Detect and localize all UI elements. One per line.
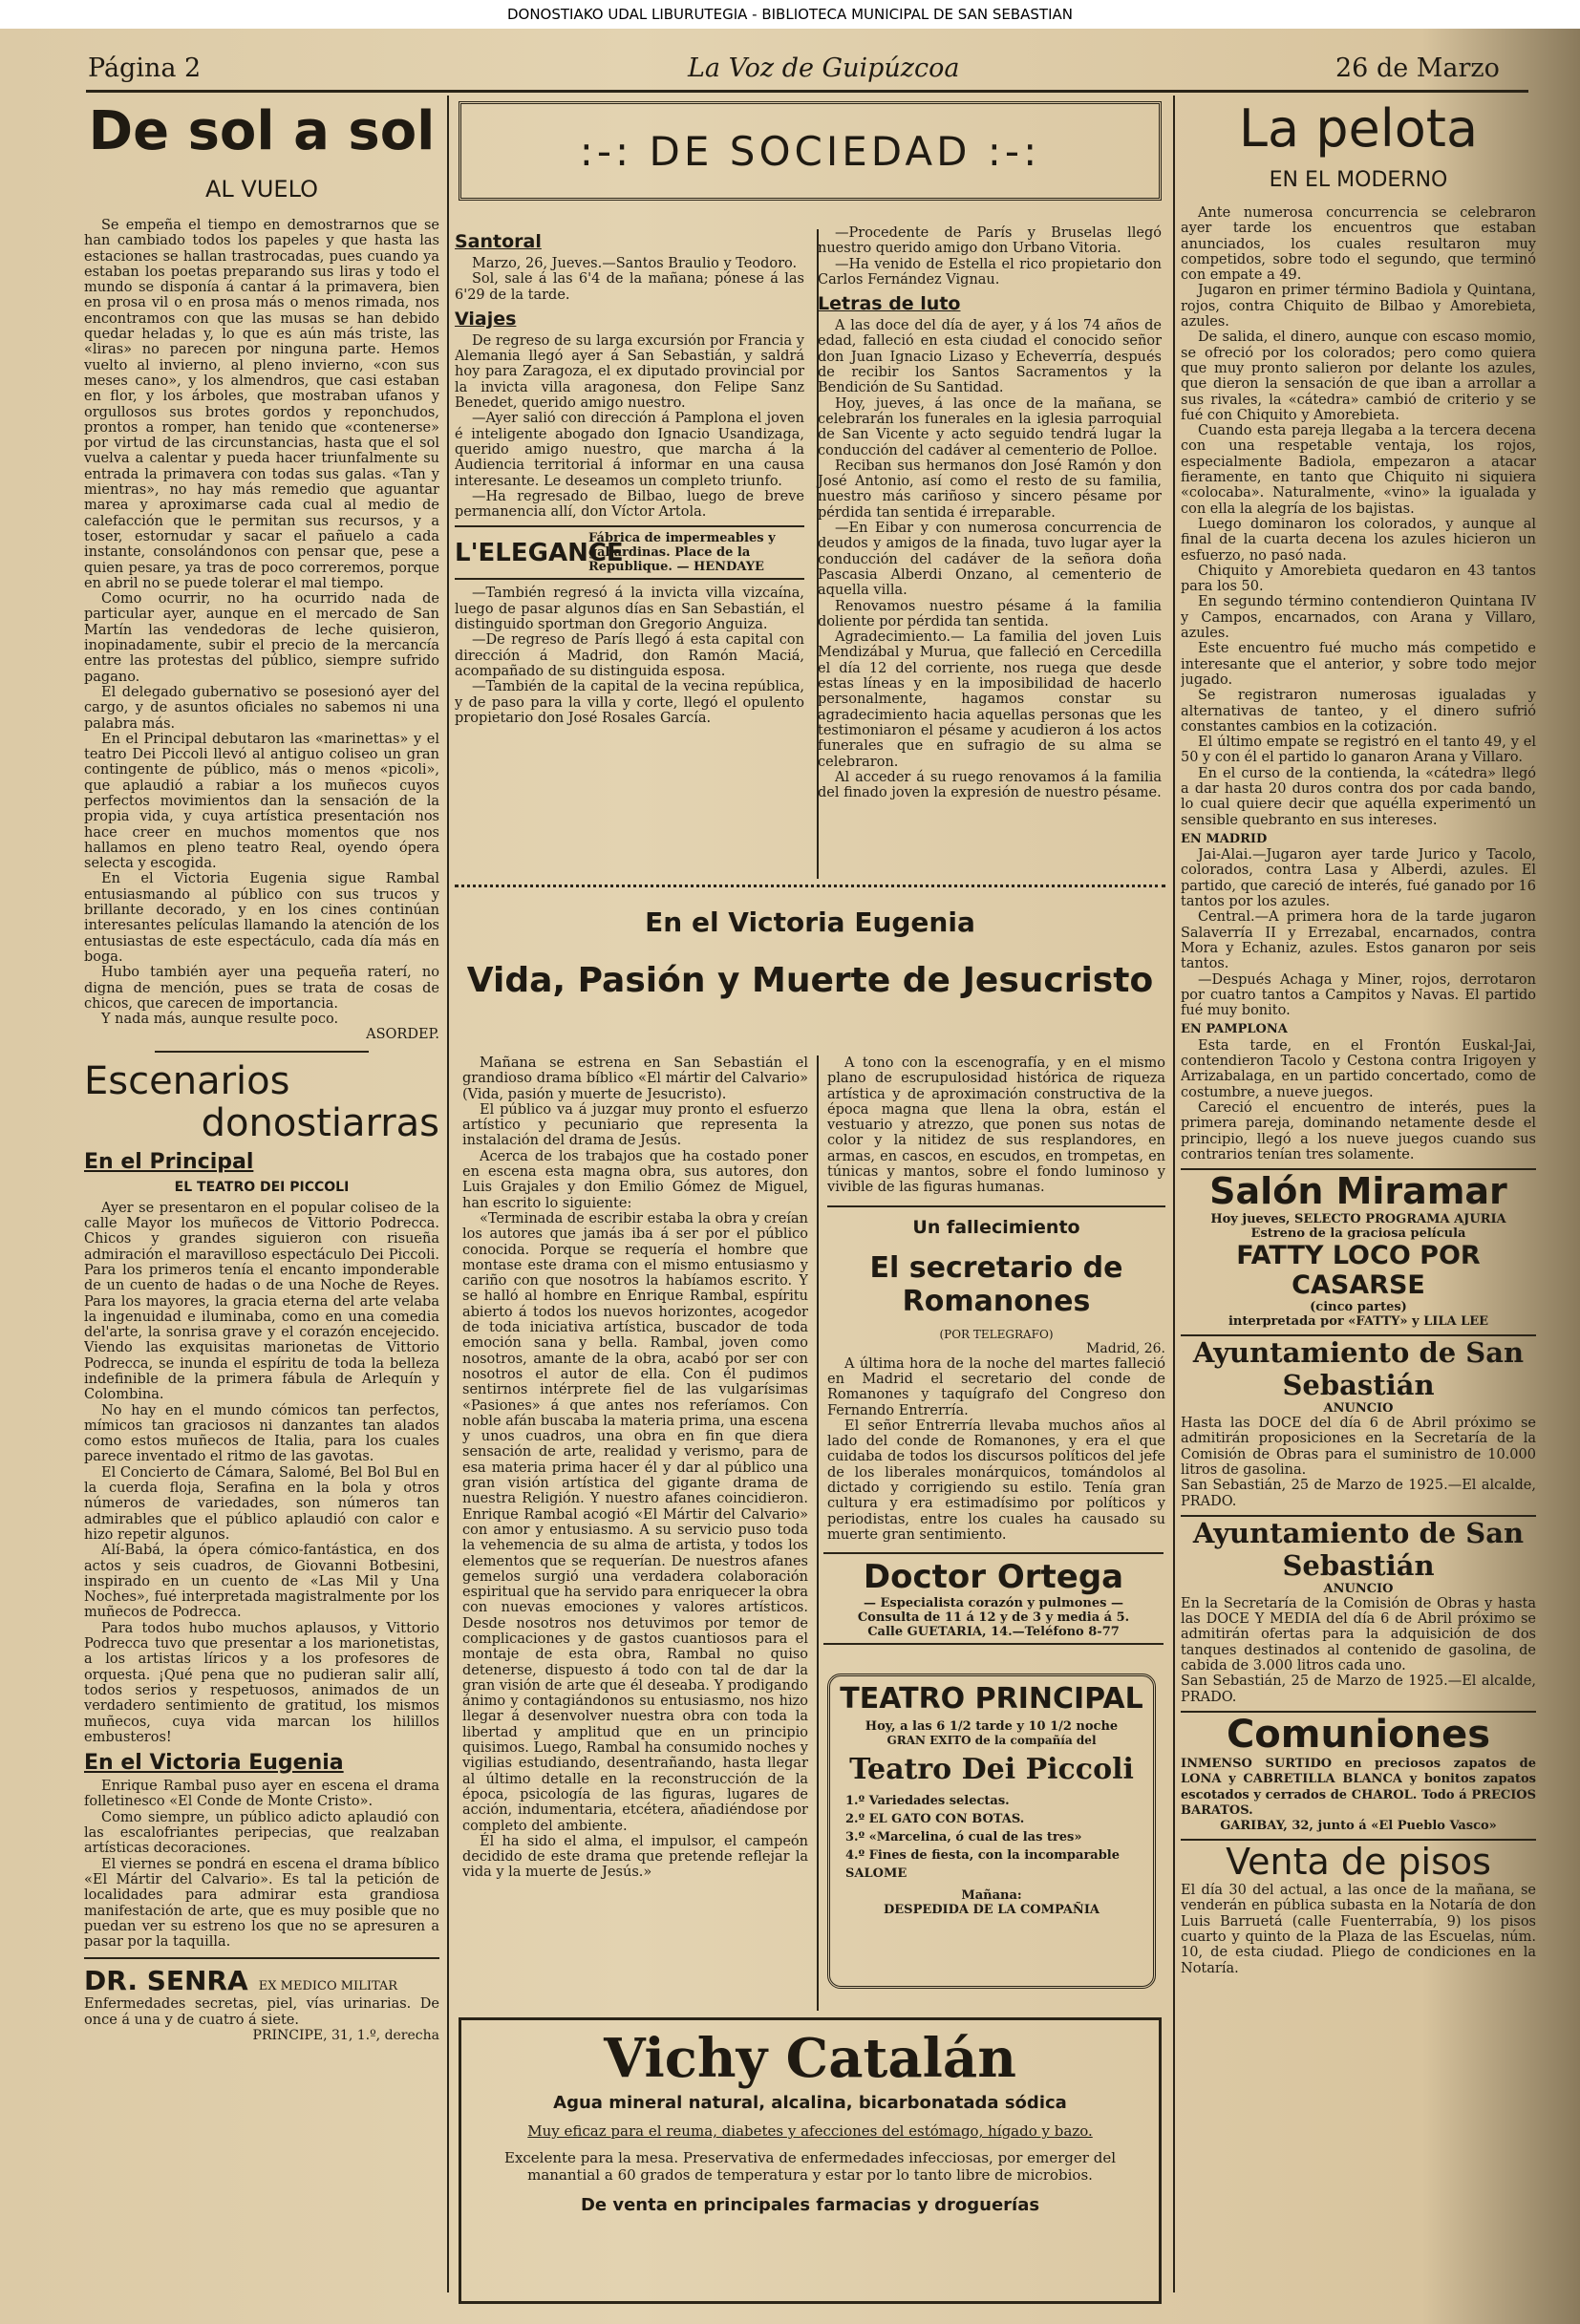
ortega-name: Doctor Ortega — [863, 1558, 1124, 1596]
column-rule-2b — [817, 1055, 819, 2011]
victoria-heading: En el Victoria Eugenia — [84, 1751, 344, 1776]
anuncio-label: ANUNCIO — [1323, 1581, 1394, 1596]
column-rule-1 — [447, 96, 449, 2292]
victoria-heading: En el Victoria Eugenia — [645, 906, 975, 938]
paragraph: El viernes se pondrá en escena el drama bíblico «El Mártir del Calvario». Es tal la petición de localidades para admirar esta grandiosa manifestación de arte, que es muy posible que no puedan ver su estreno los que no se apresuren a pasar por la taquilla. — [84, 1856, 439, 1951]
paragraph: El público va á juzgar muy pronto el esfuerzo artístico y pecuniario que representa la instalación del drama de Jesús. — [462, 1101, 808, 1149]
paragraph: «Terminada de escribir estaba la obra y creían los autores que jamás iba á ser por el público conocida. Porque se requería el hombre que montase este drama con el mismo entusiasmo y cariño con que nosotros la habíamos escrito. Y se halló al hombre en Enrique Rambal, espíritu abierto á todos los nuevos horizontes, acogedor de toda iniciativa artística, buscador de toda emoción sana y bella. Rambal, joven como nosotros, amante de la obra, acabó por ser con nosotros el autor de ella. Con él pudimos sentirnos intérprete fiel de las vulgarísimas «Pasiones» á que antes nos referíamos. Con noble afán buscaba la materia prima, una escena y unos cuadros, una obra en fin que diera sensación de arte, realidad y verismo, para de esa materia prima hacer él y dar al público una gran visión artística del gigante drama de nuestra Religión. Y nuestro afanes coincidieron. Enrique Rambal acogió «El Mártir del Calvario» con amor y entusiasmo. A su servicio puso toda la vehemencia de su alma de artista, y todos los elementos que se requerían. De nuestros afanes gemelos surgió una verdadera colaboración espiritual que ha servido para enriquecer la obra con nuevas emociones y valores artísticos. Desde nosotros nos detuvimos por temor de complicaciones y de gastos cuantiosos para el montaje de esta obra, Rambal no quiso detenerse, dispuesto á todo con tal de dar la gran visión de arte que él deseaba. Y prodigando ánimo y contagiándonos su entusiasmo, nos hizo llegar á desenvolver nuestra obra con toda la libertad y amplitud que en un principio quisimos. Luego, Rambal ha consumido noches y vigilias estudiando, desentrañando, hasta llegar al último detalle en la reconstrucción de la época, psicología de las figuras, lugares de acción, indumentaria, etcétera, añadiéndose por completo del ambiente. — [462, 1210, 808, 1834]
paragraph: Enrique Rambal puso ayer en escena el drama folletinesco «El Conde de Monte Cristo». — [84, 1779, 439, 1810]
paragraph: Agradecimiento.— La familia del joven Luis Mendizábal y Murua, que falleció en Cercedilla el día 12 del corriente, nos ruega que desde estas líneas y en la imposibilidad de hacerlo personalmente, hagamos constar su agradecimiento hacia aquellas personas que les testimoniaron el pésame y acudieron á los actos funerales que en sufragio de su alma se celebraron. — [818, 629, 1162, 770]
ayuntamiento-date: San Sebastián, 25 de Marzo de 1925.—El alcalde, PRADO. — [1181, 1674, 1536, 1705]
page-number: Página 2 — [88, 53, 202, 83]
paragraph: Luego dominaron los colorados, y aunque al final de la cuarta decena los azules hicieron un esfuerzo, no pasó nada. — [1181, 516, 1536, 564]
teatro-program — [834, 1792, 1149, 1883]
paragraph: Como ocurrir, no ha ocurrido nada de particular ayer, aunque en el mercado de San Martín las vendedoras de leche quisieron, inopinadamente, subir el precio de la mercancía entre las protestas del público, siempre sufrido pagano. — [84, 591, 439, 685]
paragraph: De regreso de su larga excursión por Francia y Alemania llegó ayer á San Sebastián, y saldrá hoy para Zaragoza, el ex diputado provincial por la invicta villa aragonesa, don Felipe Sanz Benedet, querido amigo nuestro. — [455, 332, 804, 412]
paragraph: El delegado gubernativo se posesionó ayer del cargo, y de asuntos oficiales no sabemos ni una palabra más. — [84, 684, 439, 732]
miramar-line1: Hoy jueves, SELECTO PROGRAMA AJURIA — [1210, 1212, 1506, 1227]
comuniones-address: GARIBAY, 32, junto á «El Pueblo Vasco» — [1220, 1819, 1497, 1834]
paragraph: Jugaron en primer término Badiola y Quintana, rojos, contra Chiquito de Bilbao y Amorebieta, azules. — [1181, 283, 1536, 330]
comuniones-ad — [1181, 1711, 1536, 1833]
paragraph: Cuando esta pareja llegaba a la tercera decena con una respetable ventaja, los rojos, especialmente Badiola, empezaron a atacar fieramente, en tanto que Chiquito ni siquiera «colocaba». Naturalmente, «vino» la igualada y con ella la alegría de los bajistas. — [1181, 423, 1536, 517]
ortega-line3: Calle GUETARIA, 14.—Teléfono 8-77 — [867, 1625, 1120, 1639]
paragraph: —Ha venido de Estella el rico propietario don Carlos Fernández Vignau. — [818, 256, 1162, 288]
column-rule-3 — [1173, 96, 1175, 2292]
ayuntamiento-text: Hasta las DOCE del día 6 de Abril próximo se admitirán proposiciones en la Secretaría de la Comisión de Obras para el suministro de 10.000 litros de gasolina. — [1181, 1416, 1536, 1478]
ayuntamiento-title: Ayuntamiento de San Sebastián — [1192, 1516, 1525, 1582]
teatro-despedida: DESPEDIDA DE LA COMPAÑIA — [884, 1903, 1100, 1917]
paragraph: Hubo también ayer una pequeña raterí, no digna de mención, pues se trata de cosas de chicos, que carecen de importancia. — [84, 965, 439, 1012]
vichy-line1: Agua mineral natural, alcalina, bicarbonatada sódica — [553, 2093, 1067, 2113]
escenarios-title-1: Escenarios — [84, 1058, 290, 1103]
venta-pisos-ad — [1181, 1839, 1536, 1976]
madrid-heading: EN MADRID — [1181, 831, 1268, 846]
victoria-col1-body — [84, 1779, 439, 1950]
romanones-body — [827, 1356, 1165, 1544]
ortega-line1: — Especialista corazón y pulmones — — [864, 1596, 1123, 1610]
santoral-heading: Santoral — [455, 231, 542, 252]
paragraph: El señor Entrerría llevaba muchos años al lado del conde de Romanones, y era el que cuidaba de todos los discursos políticos del jefe de los liberales monárquicos, tomándolos al dictado y corrigiendo su estilo. Tenía gran cultura y era estimadísimo por políticos y periodistas, entre los cuales ha causado su muerte gran sentimiento. — [827, 1418, 1165, 1543]
miramar-film: FATTY LOCO POR CASARSE — [1236, 1241, 1481, 1301]
victoria-section — [455, 885, 1165, 1023]
de-sol-a-sol-body — [84, 218, 439, 1043]
paragraph: Acerca de los trabajos que ha costado poner en escena esta magna obra, sus autores, don Luis Grajales y don Emilio Gómez de Miguel, han escrito lo siguiente: — [462, 1148, 808, 1211]
viajes-body — [455, 333, 804, 521]
victoria-col-right — [827, 1055, 1165, 1547]
elegance-text: Fábrica de impermeables y gabardinas. Place de la Republique. — HENDAYE — [588, 531, 776, 575]
ayuntamiento-ad-2 — [1181, 1515, 1536, 1705]
program-item: 1.º Variedades selectas. — [845, 1794, 1010, 1808]
comuniones-title: Comuniones — [1226, 1712, 1491, 1757]
paragraph: A las doce del día de ayer, y á los 74 años de edad, falleció en esta ciudad el conocido señor don Juan Ignacio Lizaso y Echeverría, después de recibir los Santos Sacramentos y la Bendición de Su Santidad. — [818, 318, 1162, 396]
de-sol-a-sol-title: De sol a sol — [88, 100, 436, 162]
paragraph: Chiquito y Amorebieta quedaron en 43 tantos para los 50. — [1181, 563, 1536, 595]
teatro-manana: Mañana: — [961, 1888, 1022, 1903]
anuncio-label: ANUNCIO — [1323, 1401, 1394, 1417]
column-right — [1181, 96, 1536, 2305]
por-telegrafo: (POR TELEGRAFO) — [939, 1327, 1054, 1341]
vichy-line3: Excelente para la mesa. Preservativa de enfermedades infecciosas, por emerger del manantial a 60 grados de temperatura y estar por lo tanto libre de microbios. — [504, 2149, 1116, 2184]
romanones-title: El secretario de Romanones — [869, 1250, 1123, 1318]
escenarios-title-2: donostiarras — [201, 1100, 439, 1145]
victoria-body-2 — [827, 1055, 1165, 1196]
program-item: 2.º EL GATO CON BOTAS. — [845, 1812, 1025, 1826]
senra-ad — [84, 1957, 439, 2043]
paragraph: Ante numerosa concurrencia se celebraron ayer tarde los encuentros que estaban anunciados, los cuales resultaron muy competidos, sobre todo el segundo, que terminó con empate a 49. — [1181, 205, 1536, 284]
paragraph: De salida, el dinero, aunque con escaso momio, se ofreció por los colorados; pero como quiera que muy pronto salieron por delante los azules, que dieron la sensación de que iban a arrollar a sus rivales, la «cátedra» cambió de criterio y se fué con Chiquito y Amorebieta. — [1181, 330, 1536, 423]
jesucristo-title: Vida, Pasión y Muerte de Jesucristo — [466, 961, 1154, 1000]
teatro-exito: GRAN EXITO de la compañía del — [886, 1734, 1097, 1747]
header-rule — [86, 90, 1528, 93]
paragraph: —Después Achaga y Miner, rojos, derrotaron por cuatro tantos a Campitos y Navas. El partido fué muy bonito. — [1181, 971, 1536, 1019]
paragraph: En segundo término contendieron Quintana IV y Campos, encarnados, con Arana y Villaro, azules. — [1181, 594, 1536, 642]
paragraph: Jai-Alai.—Jugaron ayer tarde Jurico y Tacolo, colorados, contra Lasa y Alberdi, azules. El partido, que careció de interés, fué ganado por 16 tantos por los azules. — [1181, 847, 1536, 910]
sociedad-col-left — [455, 225, 804, 726]
program-item: 4.º Fines de fiesta, con la incomparable SALOME — [845, 1848, 1121, 1881]
paragraph: A tono con la escenografía, y en el mismo plano de escrupulosidad histórica de riqueza artística y de aproximación constructiva de la época magna que llena la obra, están el vestuario y atrezzo, que ponen sus notas de color y la nitidez de sus resplandores, en armas, en cascos, en escudos, en trompetas, en túnicas y mantos, sobre el fondo luminoso y vivible de las figuras humanas. — [827, 1055, 1165, 1196]
comuniones-text: INMENSO SURTIDO en preciosos zapatos de LONA y CABRETILLA BLANCA y bonitos zapatos escotados y cerrados de CHAROL. Todo á PRECIOS BARATOS. — [1181, 1756, 1536, 1818]
vichy-line4: De venta en principales farmacias y droguerías — [580, 2195, 1040, 2215]
teatro-title: TEATRO PRINCIPAL — [840, 1682, 1143, 1716]
teatro-piccoli-heading: EL TEATRO DEI PICCOLI — [174, 1179, 350, 1195]
paragraph: Marzo, 26, Jueves.—Santos Braulio y Teodoro. — [472, 256, 798, 271]
ortega-line2: Consulta de 11 á 12 y de 3 y media á 5. — [857, 1610, 1130, 1625]
ayuntamiento-title: Ayuntamiento de San Sebastián — [1192, 1336, 1525, 1402]
ayuntamiento-date: San Sebastián, 25 de Marzo de 1925.—El alcalde, PRADO. — [1181, 1478, 1536, 1509]
vichy-ad — [459, 2017, 1162, 2304]
luto-body — [818, 318, 1162, 800]
vichy-line2: Muy eficaz para el reuma, diabetes y afecciones del estómago, hígado y bazo. — [527, 2122, 1093, 2140]
victoria-body — [462, 1055, 808, 1881]
principal-heading: En el Principal — [84, 1149, 254, 1174]
vichy-name: Vichy Catalán — [604, 2027, 1016, 2090]
pamplona-heading: EN PAMPLONA — [1181, 1022, 1288, 1037]
sociedad-banner: :-: DE SOCIEDAD :-: — [459, 101, 1162, 201]
paragraph: —En Eibar y con numerosa concurrencia de deudos y amigos de la finada, tuvo lugar ayer la conducción del cadáver de la señora doña Pascasia Alberdi Onzano, al cementerio de aquella villa. — [818, 521, 1162, 599]
paragraph: En el Victoria Eugenia sigue Rambal entusiasmando al público con sus trucos y brillante decorado, y en los cines continúan interesantes películas llamando la atención de los entusiastas de este espectáculo, cada día más en boga. — [84, 871, 439, 965]
paragraph: Alí-Babá, la ópera cómico-fantástica, en dos actos y seis cuadros, de Giovanni Botbesini, inspirado en un cuento de «Las Mil y Una Noches», fué interpretada magistralmente por los muñecos de Podrecca. — [84, 1543, 439, 1621]
paragraph: Sol, sale á las 6'4 de la mañana; pónese á las 6'29 de la tarde. — [455, 271, 804, 303]
madrid-dateline: Madrid, 26. — [1086, 1340, 1165, 1356]
escenarios-body — [84, 1201, 439, 1745]
elegance-brand: L'ELEGANCE — [455, 538, 624, 567]
source-banner: DONOSTIAKO UDAL LIBURUTEGIA - BIBLIOTECA MUNICIPAL DE SAN SEBASTIAN — [0, 0, 1580, 29]
pelota-subtitle: EN EL MODERNO — [1269, 168, 1448, 192]
ortega-ad — [823, 1552, 1164, 1645]
teatro-hours: Hoy, a las 6 1/2 tarde y 10 1/2 noche — [865, 1719, 1119, 1734]
paragraph: —También de la capital de la vecina república, y de paso para la villa y corte, llegó el opulento propietario don José Rosales García. — [455, 679, 804, 726]
paragraph: Y nada más, aunque resulte poco. — [101, 1012, 339, 1028]
al-vuelo-subtitle: AL VUELO — [205, 176, 318, 203]
viajes-body-3 — [818, 225, 1162, 288]
miramar-parts: (cinco partes) — [1310, 1300, 1407, 1315]
pelota-title: La pelota — [1238, 98, 1479, 159]
victoria-col-left — [462, 1055, 808, 2011]
paragraph: Él ha sido el alma, el impulsor, el campeón decidido de este drama que pretende reflejar la vida y la muerte de Jesús.» — [462, 1833, 808, 1881]
luto-heading: Letras de luto — [818, 293, 961, 315]
paragraph: —También regresó á la invicta villa vizcaína, luego de pasar algunos días en San Sebastián, el distinguido sportman don Gregorio Anguiza. — [455, 586, 804, 633]
paragraph: Este encuentro fué mucho más competido e interesante que el anterior, y sobre todo mejor jugado. — [1181, 641, 1536, 688]
paragraph: Esta tarde, en el Frontón Euskal-Jai, contendieron Tacolo y Cestona contra Irigoyen y Arrizabalaga, en un partido concertado, como de costumbre, a nueve juegos. — [1181, 1037, 1536, 1100]
ornament-divider — [155, 1051, 368, 1053]
paragraph: El último empate se registró en el tanto 49, y el 50 y con él el partido lo ganaron Arana y Villaro. — [1181, 735, 1536, 766]
paragraph: Ayer se presentaron en el popular coliseo de la calle Mayor los muñecos de Vittorio Podrecca. Chicos y grandes siguieron con risueña admiración el maravilloso espectáculo Dei Piccoli. Para los primeros tenía el encanto imponderable de un cuento de hadas o de una Noche de Reyes. Para los mayores, la gracia eterna del arte velaba la ingenuidad e iluminaba, como en una comedia del'arte, la sonrisa grave y el corazón encejecido. Viendo las exquisitas marionetas de Vittorio Podrecca, se inunda el espíritu de toda la belleza indefinible de la primera fábula de Arlequín y Colombina. — [84, 1200, 439, 1403]
venta-title: Venta de pisos — [1226, 1841, 1491, 1884]
senra-text: Enfermedades secretas, piel, vías urinarias. De once á una y de cuatro á siete. — [84, 1996, 439, 2028]
miramar-line2: Estreno de la graciosa película — [1250, 1226, 1466, 1242]
column-1 — [84, 96, 439, 2305]
paragraph: Se empeña el tiempo en demostrarnos que se han cambiado todos los papeles y que hasta las estaciones se hallan trastrocadas, pues cuando ya estaban los poetas preparando sus liras y todo el mundo se disponía á cantar á la primavera, bien en prosa vil o en prosa más o menos rimada, nos encontramos con que las musas se han debido quedar heladas y, lo que es aún más triste, las «liras» no parecen por ninguna parte. Hemos vuelto al invierno, al pleno invierno, «con sus meses cano», y los almendros, que casi estaban en flor, y los árboles, que mostraban ufanos y orgullosos sus brotes gordos y reponchudos, prontos a romper, han tenido que «contenerse» por virtud de las circunstancias, hasta que el sol vuelva a calentar y pueda hacer triunfalmente su entrada la primavera con todas sus galas. «Tan y mientras», no hay más remedio que aguantar marea y aproximarse cada cual al medio de calefacción que le permitan sus recursos, y a toser, estornudar y sacar el pañuelo a cada instante, consolándonos con pensar que, pese a quien pesare, ya tras de poco correremos, porque en abril no se puede tolerar el mal tiempo. — [84, 218, 439, 591]
newspaper-name: La Voz de Guipúzcoa — [688, 53, 960, 83]
senra-name: DR. SENRA — [84, 1965, 248, 1997]
pelota-body — [1181, 205, 1536, 1162]
santoral-body — [455, 256, 804, 303]
elegance-ad — [455, 525, 804, 580]
senra-address: PRINCIPE, 31, 1.º, derecha — [252, 2027, 439, 2043]
paragraph: Se registraron numerosas igualadas y alternativas de tanteo, y el dinero sufrió constantes cambios en la cotización. — [1181, 688, 1536, 735]
teatro-principal-ad — [827, 1674, 1156, 1989]
paragraph: Para todos hubo muchos aplausos, y Vittorio Podrecca tuvo que presentar a los marionetistas, a los artistas líricos y a los profesores de orquesta. ¡Qué pena que no pudieran salir allí, todos serios y respetuosos, animados de un verdadero sentimiento de gratitud, los mismos muñecos, cuya vida marcan los hilillos embusteros! — [84, 1620, 439, 1745]
paragraph: Renovamos nuestro pésame á la familia doliente por pérdida tan sentida. — [818, 598, 1162, 629]
ayuntamiento-text: En la Secretaría de la Comisión de Obras y hasta las DOCE Y MEDIA del día 6 de Abril próximo se admitirán ofertas para la adquisición de dos tanques destinados al contenido de gasolina, de cabida de 3.000 litros cada uno. — [1181, 1595, 1536, 1674]
miramar-cast: interpretada por «FATTY» y LILA LEE — [1228, 1314, 1489, 1330]
paragraph: El Concierto de Cámara, Salomé, Bel Bol Bul en la cuerda floja, Serafina en la bola y otros números de variedades, son números tan admirables que el público aplaudió con calor e hizo repetir algunos. — [84, 1464, 439, 1543]
venta-text: El día 30 del actual, a las once de la mañana, se venderán en pública subasta en la Notaría de don Luis Barruetá (calle Fuenterrabía, 9) los pisos cuarto y quinto de la Plaza de las Escuelas, núm. 10, de esta ciudad. Pliego de condiciones en la Notaría. — [1181, 1883, 1536, 1976]
divider — [827, 1205, 1165, 1207]
teatro-company: Teatro Dei Piccoli — [849, 1753, 1134, 1786]
paragraph: —Ha regresado de Bilbao, luego de breve permanencia allí, don Víctor Artola. — [455, 488, 804, 521]
viajes-heading: Viajes — [455, 308, 517, 330]
sociedad-col-right — [818, 225, 1162, 800]
senra-tag: EX MEDICO MILITAR — [258, 1979, 398, 1994]
paragraph: —De regreso de París llegó á esta capital con dirección á Madrid, don Ramón Maciá, acompañado de su distinguida esposa. — [455, 632, 804, 679]
paragraph: Hoy, jueves, á las once de la mañana, se celebrarán los funerales en la iglesia parroquial de San Vicente y acto seguido tendrá lugar la conducción del cadáver al cementerio de Polloe. — [818, 395, 1162, 458]
ayuntamiento-ad-1 — [1181, 1334, 1536, 1509]
paragraph: Careció el encuentro de interés, pues la primera pareja, dominando netamente desde el principio, llegó a los nueve juegos cuando sus contrarios tenían tres solamente. — [1181, 1099, 1536, 1162]
viajes-body-2 — [455, 586, 804, 726]
paragraph: En el Principal debutaron las «marinettas» y el teatro Dei Piccoli llevó al antiguo coliseo un gran contingente de público, más o menos «picoli», que aplaudió a rabiar a los muñecos cuyos perfectos movimientos dan la sensación de la propia vida, y cuya artística presentación nos hace creer en muchos momentos que nos hallamos en pleno teatro Real, oyendo ópera selecta y escogida. — [84, 731, 439, 872]
program-item: 3.º «Marcelina, ó cual de las tres» — [845, 1830, 1082, 1844]
sociedad-section — [455, 99, 1165, 883]
signature: ASORDEP. — [366, 1027, 439, 1043]
paragraph: —Procedente de París y Bruselas llegó nuestro querido amigo don Urbano Vitoria. — [818, 225, 1162, 257]
paragraph: Central.—A primera hora de la tarde jugaron Salaverría II y Errezabal, encarnados, contra Mora y Echaniz, azules. Estos ganaron por seis tantos. — [1181, 909, 1536, 972]
paragraph: —Ayer salió con dirección á Pamplona el joven é inteligente abogado don Ignacio Usandizaga, querido amigo nuestro, que marcha á la Audiencia territorial á informar en una causa interesante. Le deseamos un completo triunfo. — [455, 411, 804, 489]
miramar-title: Salón Miramar — [1209, 1170, 1507, 1213]
paragraph: Como siempre, un público adicto aplaudió con las escalofriantes peripecias, que realzaban artísticas decoraciones. — [84, 1809, 439, 1857]
issue-date: 26 de Marzo — [1335, 53, 1500, 83]
miramar-ad — [1181, 1168, 1536, 1329]
fallecimiento-heading: Un fallecimiento — [912, 1216, 1080, 1238]
paragraph: Mañana se estrena en San Sebastián el grandioso drama bíblico «El mártir del Calvario» (Vida, pasión y muerte de Jesucristo). — [462, 1055, 808, 1102]
paragraph: A última hora de la noche del martes falleció en Madrid el secretario del conde de Romanones y taquígrafo del Congreso don Fernando Entrerría. — [827, 1355, 1165, 1418]
paragraph: En el curso de la contienda, la «cátedra» llegó a dar hasta 20 duros contra dos por cada bando, lo cual quiere decir que aquélla experimentó un sensible quebranto en sus intereses. — [1181, 765, 1536, 828]
paragraph: Al acceder á su ruego renovamos á la familia del finado joven la expresión de nuestro pésame. — [818, 769, 1162, 801]
paragraph: Reciban sus hermanos don José Ramón y don José Antonio, así como el resto de su familia, nuestro más cariñoso y sincero pésame por pérdida tan sentida é irreparable. — [818, 458, 1162, 521]
paragraph: No hay en el mundo cómicos tan perfectos, mímicos tan graciosos ni danzantes tan alados como estos muñecos de Italia, para los cuales parece inventado el ritmo de las gavotas. — [84, 1402, 439, 1465]
